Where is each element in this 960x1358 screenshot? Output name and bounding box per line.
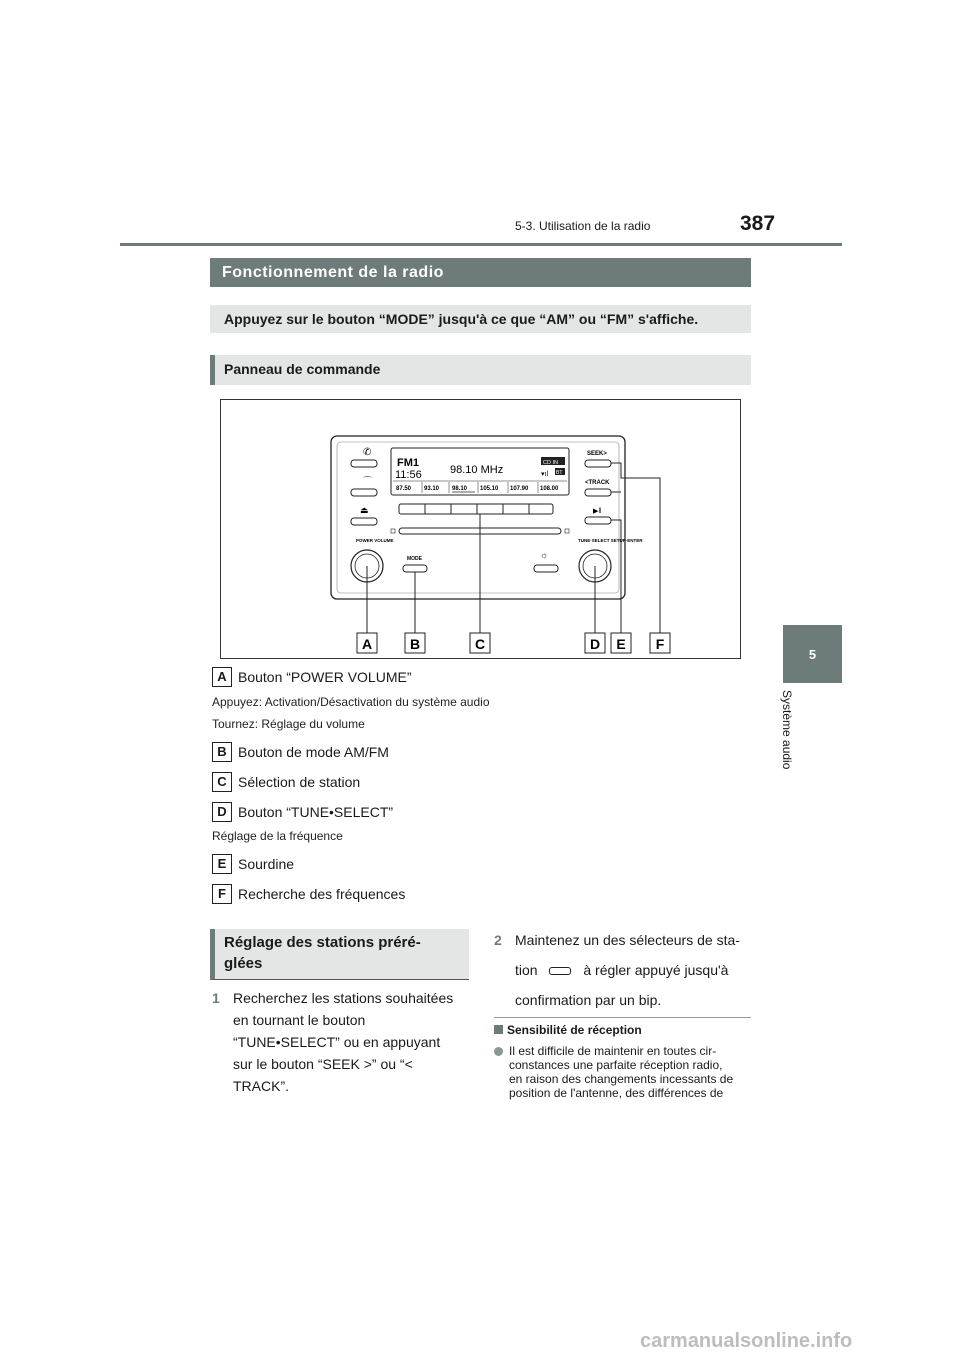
track-label: <TRACK [585, 480, 610, 486]
seek-button[interactable] [585, 460, 611, 467]
mode-button[interactable] [403, 565, 427, 572]
preset-label: 105.10 [480, 486, 499, 492]
svg-text:D: D [589, 636, 601, 652]
legend-note-d1: Réglage de la fréquence [212, 829, 343, 843]
control-panel-figure [220, 399, 741, 659]
legend-item-a: A Bouton “POWER VOLUME” [212, 667, 412, 687]
svg-text:BT: BT [556, 470, 563, 476]
bullet-dot-icon [494, 1047, 503, 1056]
watermark: carmanualsonline.info [640, 1330, 853, 1352]
mode-label: MODE [407, 556, 422, 562]
svg-text:▾ıl: ▾ıl [541, 471, 549, 478]
eject-button[interactable] [351, 518, 377, 525]
step-1: 1 Recherchez les stations souhaitées en tournant le bouton “TUNE•SELECT” ou en appuyant sur le bouton “SEEK >” ou “< TRACK”. [212, 990, 454, 1094]
section-title: 5-3. Utilisation de la radio [515, 219, 651, 233]
svg-text:A: A [361, 636, 373, 652]
preset-label: 98.10 [452, 486, 468, 492]
instruction-box [210, 305, 751, 333]
svg-text:▶‖: ▶‖ [593, 508, 602, 515]
chapter-tab[interactable]: 5 [783, 625, 842, 683]
light-button[interactable] [534, 565, 558, 572]
preset-label: 87.50 [396, 486, 412, 492]
radio-illustration [221, 400, 740, 658]
svg-text:B: B [409, 636, 421, 652]
svg-text:⏏: ⏏ [360, 505, 369, 515]
hangup-button[interactable] [351, 489, 377, 496]
tune-label: TUNE·SELECT SETUP·ENTER [578, 538, 643, 543]
legend-item-f: F Recherche des fréquences [212, 884, 405, 904]
svg-text:E: E [616, 636, 626, 652]
svg-text:C: C [474, 636, 486, 652]
step-2: 2 Maintenez un des sélecteurs de sta- tion à régler appuyé jusqu'à confirmation par un bip. [494, 932, 740, 1008]
svg-text:CD IN: CD IN [543, 460, 558, 466]
legend-item-d: D Bouton “TUNE•SELECT” [212, 802, 393, 822]
panel-heading-text: Panneau de commande [224, 361, 381, 377]
preset-heading: Réglage des stations préré- glées [210, 929, 469, 980]
preset-buttons[interactable] [399, 504, 553, 514]
note-title: Sensibilité de réception [494, 1023, 642, 1037]
display-frequency: 98.10 MHz [450, 464, 504, 476]
panel-heading [210, 355, 751, 385]
display-time: 11:56 [395, 469, 422, 481]
header-rule [120, 243, 842, 246]
square-bullet-icon [494, 1025, 503, 1034]
svg-text:F: F [655, 636, 665, 652]
preset-label: 107.90 [510, 486, 529, 492]
svg-text:☼: ☼ [540, 550, 549, 560]
svg-text:⌒: ⌒ [363, 476, 373, 486]
seek-label: SEEK> [587, 451, 607, 457]
legend-note-a1: Appuyez: Activation/Désactivation du système audio [212, 695, 490, 709]
legend-item-b: B Bouton de mode AM/FM [212, 742, 389, 762]
preset-button-icon [549, 967, 571, 975]
note-body: Il est difficile de maintenir en toutes cir- constances une parfaite réception radio, en raison des changements incessants de position de l'antenne, des différences de [494, 1044, 756, 1100]
power-label: POWER VOLUME [356, 538, 394, 543]
legend-item-e: E Sourdine [212, 854, 294, 874]
legend-item-c: C Sélection de station [212, 772, 360, 792]
track-button[interactable] [585, 489, 611, 496]
display-band: FM1 [397, 457, 419, 469]
phone-button[interactable] [351, 460, 377, 467]
legend-note-a2: Tournez: Réglage du volume [212, 717, 365, 731]
chapter-label: Système audio [780, 690, 794, 770]
preset-label: 93.10 [424, 486, 440, 492]
page-number: 387 [740, 212, 776, 235]
mute-button[interactable] [585, 517, 611, 524]
preset-label: 108.00 [540, 486, 559, 492]
note-rule [494, 1017, 751, 1018]
main-heading: Fonctionnement de la radio [210, 258, 751, 287]
instruction-text: Appuyez sur le bouton “MODE” jusqu'à ce que “AM” ou “FM” s'affiche. [224, 311, 699, 327]
svg-text:✆: ✆ [363, 447, 372, 458]
